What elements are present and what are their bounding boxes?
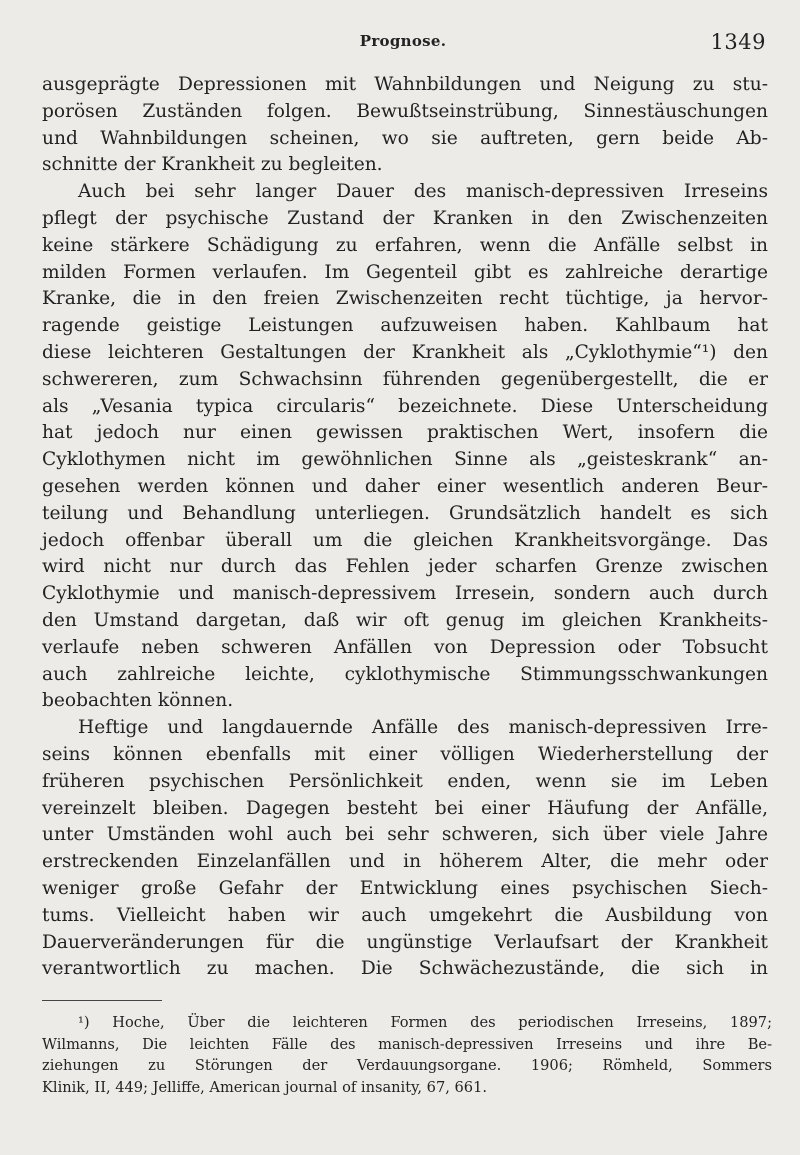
text-line: porösen Zuständen folgen. Bewußtseinstrübung, Sinnestäuschungen [42,100,768,122]
running-title: Prognose. [359,32,447,50]
text-line: Heftige und langdauernde Anfälle des manisch-depressiven Irre- [78,717,768,739]
text-line: erstreckenden Einzelanfällen und in höherem Alter, die mehr oder [42,851,768,873]
footnote-line: Wilmanns, Die leichten Fälle des manisch-depressiven Irreseins und ihre Be- [42,1035,772,1053]
footnote-line: ¹) Hoche, Über die leichteren Formen des periodischen Irreseins, 1897; [78,1014,772,1031]
text-line: verlaufe neben schweren Anfällen von Depression oder Tobsucht [42,636,768,658]
text-line: wird nicht nur durch das Fehlen jeder scharfen Grenze zwischen [42,556,768,578]
page-number: 1349 [710,30,766,54]
text-line: ausgeprägte Depressionen mit Wahnbildungen und Neigung zu stu- [42,74,768,95]
text-line: beobachten können. [42,690,234,712]
text-line: Kranke, die in den freien Zwischenzeiten recht tüchtige, ja hervor- [42,288,768,310]
footnote [42,1012,772,1098]
text-line: schwereren, zum Schwachsinn führenden gegenübergestellt, die er [42,368,768,390]
text-line: unter Umständen wohl auch bei sehr schweren, sich über viele Jahre [42,824,768,846]
footnote-line: ziehungen zu Störungen der Verdauungsorgane. 1906; Römheld, Sommers [42,1057,772,1074]
page-header [40,30,766,56]
text-line: Cyklothymie und manisch-depressivem Irresein, sondern auch durch [42,583,768,605]
text-line: den Umstand dargetan, daß wir oft genug im gleichen Krankheits- [42,609,768,631]
text-line: weniger große Gefahr der Entwicklung eines psychischen Siech- [42,877,768,899]
text-line: jedoch offenbar überall um die gleichen Krankheitsvorgänge. Das [42,529,768,551]
text-line: gesehen werden können und daher einer wesentlich anderen Beur- [42,475,768,497]
text-line: als „Vesania typica circularis“ bezeichnete. Diese Unterscheidung [42,395,768,417]
text-line: Cyklothymen nicht im gewöhnlichen Sinne als „geisteskrank“ an- [42,449,768,471]
text-line: und Wahnbildungen scheinen, wo sie auftreten, gern beide Ab- [42,127,768,149]
text-line: hat jedoch nur einen gewissen praktischen Wert, insofern die [42,422,768,444]
text-line: keine stärkere Schädigung zu erfahren, wenn die Anfälle selbst in [42,234,768,256]
text-line: teilung und Behandlung unterliegen. Grundsätzlich handelt es sich [42,502,768,524]
text-line: schnitte der Krankheit zu begleiten. [42,154,383,176]
text-line: tums. Vielleicht haben wir auch umgekehrt die Ausbildung von [42,904,768,926]
text-line: ragende geistige Leistungen aufzuweisen haben. Kahlbaum hat [42,315,768,337]
text-line: früheren psychischen Persönlichkeit enden, wenn sie im Leben [42,770,768,792]
text-line: verantwortlich zu machen. Die Schwächezustände, die sich in [42,958,768,980]
text-line: Auch bei sehr langer Dauer des manisch-depressiven Irreseins [78,181,768,203]
text-line: seins können ebenfalls mit einer völligen Wiederherstellung der [42,743,768,765]
text-line: Dauerveränderungen für die ungünstige Verlaufsart der Krankheit [42,931,768,953]
footnote-line: Klinik, II, 449; Jelliffe, American journal of insanity, 67, 661. [42,1078,488,1096]
text-line: milden Formen verlaufen. Im Gegenteil gibt es zahlreiche derartige [42,261,768,283]
text-line: diese leichteren Gestaltungen der Krankheit als „Cyklothymie“¹) den [42,341,768,363]
text-line: pflegt der psychische Zustand der Kranken in den Zwischenzeiten [42,207,768,229]
text-line: vereinzelt bleiben. Dagegen besteht bei einer Häufung der Anfälle, [42,797,768,819]
main-text [42,72,768,983]
footnote-divider [42,1000,162,1001]
text-line: auch zahlreiche leichte, cyklothymische Stimmungsschwankungen [42,663,768,685]
